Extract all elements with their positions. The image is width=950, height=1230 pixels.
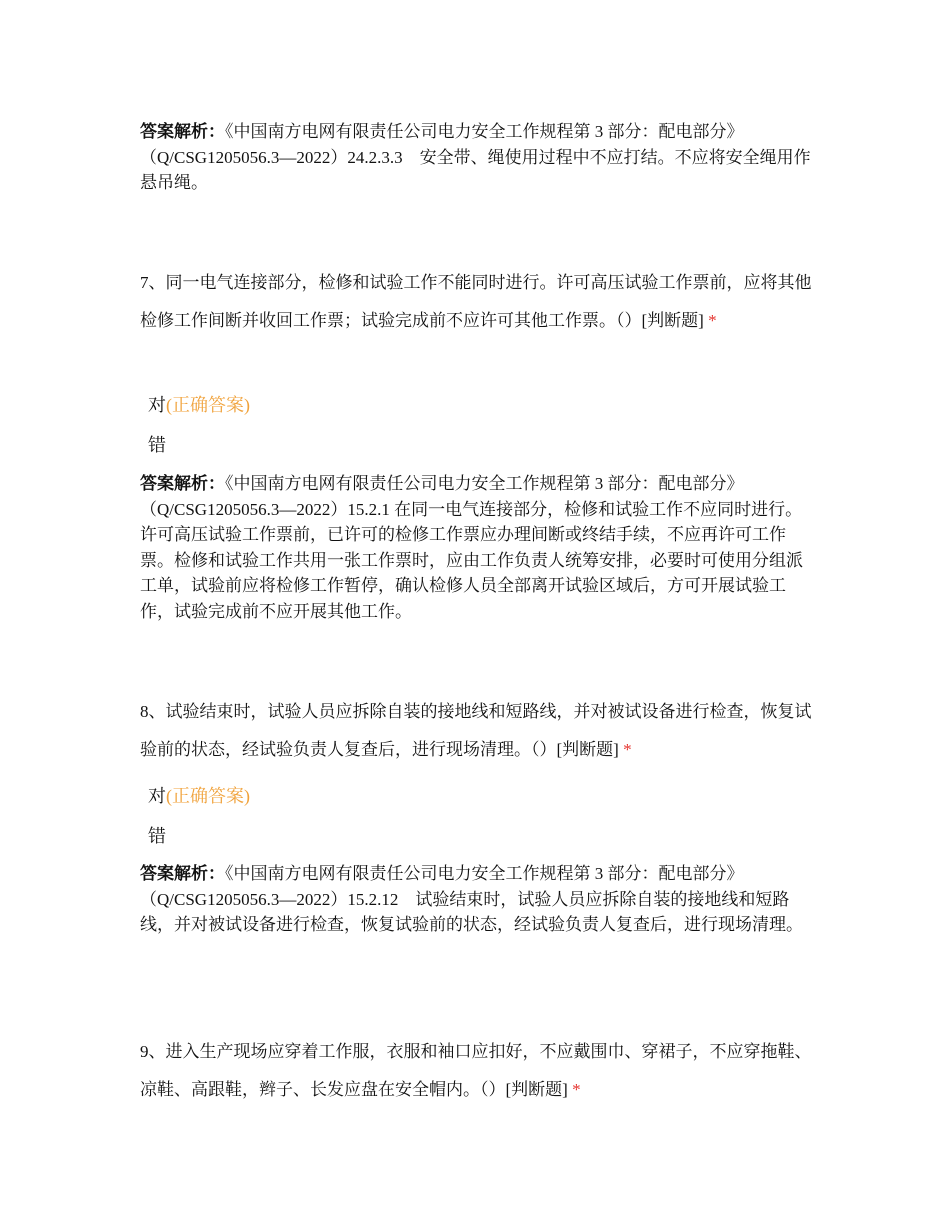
answer-analysis-q6 (140, 119, 812, 196)
correct-answer-tag: (正确答案) (166, 395, 250, 415)
option-false-q8[interactable] (148, 824, 166, 848)
analysis-text: 《中国南方电网有限责任公司电力安全工作规程第 3 部分：配电部分》（Q/CSG1205056.3—2022）15.2.12 试验结束时，试验人员应拆除自装的接地线和短路线，并对被试设备进行检查，恢复试验前的状态，经试验负责人复查后，进行现场清理。 (140, 864, 803, 934)
question-text: 8、试验结束时，试验人员应拆除自装的接地线和短路线，并对被试设备进行检查，恢复试验前的状态，经试验负责人复查后，进行现场清理。（）[判断题] (140, 702, 812, 759)
analysis-text: 《中国南方电网有限责任公司电力安全工作规程第 3 部分：配电部分》（Q/CSG1205056.3—2022）24.2.3.3 安全带、绳使用过程中不应打结。不应将安全绳用作悬吊绳。 (140, 122, 811, 192)
required-mark: * (623, 740, 632, 759)
option-true-q7[interactable] (148, 393, 250, 417)
analysis-label: 答案解析： (140, 122, 225, 141)
question-9 (140, 1033, 812, 1109)
option-false-q7[interactable] (148, 433, 166, 457)
answer-analysis-q8 (140, 861, 812, 938)
option-label: 对 (148, 786, 166, 806)
correct-answer-tag: (正确答案) (166, 786, 250, 806)
question-8 (140, 693, 812, 769)
option-label: 错 (148, 435, 166, 455)
answer-analysis-q7 (140, 471, 812, 624)
question-text: 9、进入生产现场应穿着工作服，衣服和袖口应扣好，不应戴围巾、穿裙子，不应穿拖鞋、凉鞋、高跟鞋，辫子、长发应盘在安全帽内。（）[判断题] (140, 1042, 812, 1099)
question-7 (140, 264, 812, 340)
analysis-text: 《中国南方电网有限责任公司电力安全工作规程第 3 部分：配电部分》（Q/CSG1205056.3—2022）15.2.1 在同一电气连接部分，检修和试验工作不应同时进行。许可高压试验工作票前，已许可的检修工作票应办理间断或终结手续，不应再许可工作票。检修和试验工作共用一张工作票时，应由工作负责人统筹安排，必要时可使用分组派工单，试验前应将检修工作暂停，确认检修人员全部离开试验区域后，方可开展试验工作，试验完成前不应开展其他工作。 (140, 474, 803, 621)
analysis-label: 答案解析： (140, 474, 225, 493)
option-label: 对 (148, 395, 166, 415)
option-label: 错 (148, 826, 166, 846)
required-mark: * (572, 1080, 581, 1099)
analysis-label: 答案解析： (140, 864, 225, 883)
required-mark: * (708, 311, 717, 330)
question-text: 7、同一电气连接部分，检修和试验工作不能同时进行。许可高压试验工作票前，应将其他检修工作间断并收回工作票；试验完成前不应许可其他工作票。（）[判断题] (140, 273, 812, 330)
option-true-q8[interactable] (148, 784, 250, 808)
